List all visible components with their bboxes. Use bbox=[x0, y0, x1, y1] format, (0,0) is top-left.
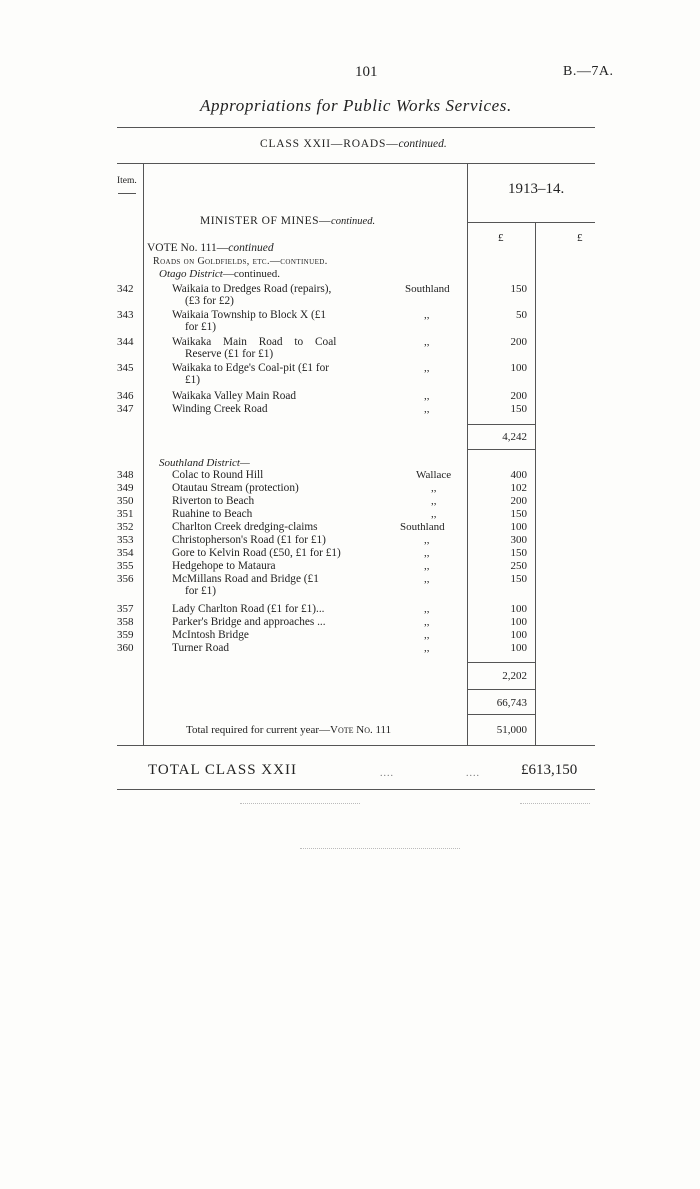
table-column-divider-location bbox=[467, 163, 468, 745]
item-amount: 100 bbox=[510, 603, 527, 615]
item-description: Hedgehope to Mataura bbox=[172, 560, 276, 572]
item-description-continued: (£3 for £2) bbox=[185, 295, 234, 307]
item-description: McIntosh Bridge bbox=[172, 629, 249, 641]
roads-heading: Roads on Goldfields, etc.—continued. bbox=[153, 256, 328, 267]
item-location: ,, bbox=[424, 573, 430, 585]
item-location: Southland bbox=[405, 283, 450, 295]
item-location: ,, bbox=[424, 336, 430, 348]
item-description: Waikaia to Dredges Road (repairs), bbox=[172, 283, 332, 295]
item-location: ,, bbox=[424, 362, 430, 374]
otago-subtotal-rule-bottom bbox=[467, 449, 535, 450]
item-description: Christopherson's Road (£1 for £1) bbox=[172, 534, 326, 546]
item-amount: 250 bbox=[510, 560, 527, 572]
item-description: Otautau Stream (protection) bbox=[172, 482, 299, 494]
item-description: Waikaka to Edge's Coal-pit (£1 for bbox=[172, 362, 330, 374]
item-number: 359 bbox=[117, 629, 134, 641]
item-amount: 100 bbox=[510, 629, 527, 641]
item-amount: 50 bbox=[516, 309, 527, 321]
table-column-divider-amount bbox=[535, 222, 536, 745]
item-location: ,, bbox=[424, 629, 430, 641]
item-number: 349 bbox=[117, 482, 134, 494]
item-number: 360 bbox=[117, 642, 134, 654]
item-description: Colac to Round Hill bbox=[172, 469, 264, 481]
table-column-divider-item bbox=[143, 163, 144, 745]
item-number: 350 bbox=[117, 495, 134, 507]
item-location: ,, bbox=[431, 482, 437, 494]
header-rule bbox=[117, 127, 595, 128]
item-number: 354 bbox=[117, 547, 134, 559]
item-amount: 150 bbox=[510, 547, 527, 559]
item-description: McMillans Road and Bridge (£1 bbox=[172, 573, 319, 585]
grand-total-leader-dots: .... bbox=[380, 768, 394, 779]
item-number: 345 bbox=[117, 362, 134, 374]
item-number: 355 bbox=[117, 560, 134, 572]
item-location: ,, bbox=[424, 403, 430, 415]
item-amount: 150 bbox=[510, 283, 527, 295]
grand-total-amount: £613,150 bbox=[521, 762, 578, 778]
item-number: 358 bbox=[117, 616, 134, 628]
item-description-continued: for £1) bbox=[185, 321, 217, 333]
item-description: Winding Creek Road bbox=[172, 403, 268, 415]
item-amount: 400 bbox=[510, 469, 527, 481]
item-number: 348 bbox=[117, 469, 134, 481]
table-top-rule bbox=[117, 163, 595, 164]
item-location: ,, bbox=[424, 534, 430, 546]
total-required-amount: 51,000 bbox=[496, 724, 527, 736]
item-amount: 300 bbox=[510, 534, 527, 546]
item-location: ,, bbox=[424, 560, 430, 572]
item-amount: 200 bbox=[510, 390, 527, 402]
item-amount: 150 bbox=[510, 508, 527, 520]
item-description: Waikaka Main Road to Coal bbox=[172, 336, 337, 348]
item-number: 344 bbox=[117, 336, 134, 348]
item-number: 353 bbox=[117, 534, 134, 546]
item-description: Gore to Kelvin Road (£50, £1 for £1) bbox=[172, 547, 341, 559]
page-number: 101 bbox=[355, 64, 378, 80]
item-description: Waikaka Valley Main Road bbox=[172, 390, 297, 402]
item-location: Southland bbox=[400, 521, 445, 533]
vote-subtotal-rule bbox=[467, 714, 535, 715]
currency-symbol-col2: £ bbox=[577, 232, 583, 244]
item-number: 347 bbox=[117, 403, 134, 415]
item-location: ,, bbox=[424, 547, 430, 559]
scan-artifact-line bbox=[300, 848, 460, 849]
item-amount: 150 bbox=[510, 573, 527, 585]
item-amount: 200 bbox=[510, 336, 527, 348]
grand-total-leader-dots: .... bbox=[466, 768, 480, 779]
document-reference: B.—7A. bbox=[563, 64, 614, 79]
item-number: 342 bbox=[117, 283, 134, 295]
item-location: ,, bbox=[431, 495, 437, 507]
southland-subtotal-rule bbox=[467, 662, 535, 663]
item-amount: 100 bbox=[510, 616, 527, 628]
otago-subtotal-rule bbox=[467, 424, 535, 425]
item-location: Wallace bbox=[416, 469, 452, 481]
minister-heading: MINISTER OF MINES—continued. bbox=[200, 215, 376, 227]
item-location: ,, bbox=[424, 309, 430, 321]
total-required-line: Total required for current year—Vote No. 111 bbox=[186, 724, 392, 736]
item-location: ,, bbox=[424, 616, 430, 628]
class-heading: CLASS XXII—ROADS—continued. bbox=[260, 138, 447, 150]
item-amount: 150 bbox=[510, 403, 527, 415]
southland-subtotal: 2,202 bbox=[502, 670, 527, 682]
year-column-header: 1913–14. bbox=[508, 181, 565, 197]
item-description: Lady Charlton Road (£1 for £1)... bbox=[172, 603, 325, 615]
item-description-continued: Reserve (£1 for £1) bbox=[185, 348, 274, 360]
item-description: Riverton to Beach bbox=[172, 495, 255, 507]
vote-heading: VOTE No. 111—continued bbox=[147, 242, 274, 254]
item-column-header: Item. bbox=[117, 176, 137, 186]
table-bottom-rule bbox=[117, 745, 595, 746]
scan-artifact-line bbox=[520, 803, 590, 804]
item-description: Charlton Creek dredging-claims bbox=[172, 521, 318, 533]
item-description-continued: for £1) bbox=[185, 585, 217, 597]
year-header-rule bbox=[467, 222, 595, 223]
item-number: 343 bbox=[117, 309, 134, 321]
item-description-continued: £1) bbox=[185, 374, 201, 386]
item-number: 356 bbox=[117, 573, 134, 585]
page-title: Appropriations for Public Works Services. bbox=[200, 96, 512, 115]
item-description: Turner Road bbox=[172, 642, 230, 654]
item-number: 351 bbox=[117, 508, 134, 520]
item-number: 352 bbox=[117, 521, 134, 533]
item-amount: 100 bbox=[510, 521, 527, 533]
item-amount: 200 bbox=[510, 495, 527, 507]
currency-symbol-col1: £ bbox=[498, 232, 504, 244]
item-description: Waikaia Township to Block X (£1 bbox=[172, 309, 327, 321]
grand-total-rule bbox=[117, 789, 595, 790]
item-location: ,, bbox=[424, 390, 430, 402]
item-amount: 102 bbox=[510, 482, 527, 494]
otago-district-heading: Otago District—continued. bbox=[159, 268, 281, 280]
item-location: ,, bbox=[424, 642, 430, 654]
item-description: Parker's Bridge and approaches ... bbox=[172, 616, 326, 628]
item-amount: 100 bbox=[510, 362, 527, 374]
item-header-underline bbox=[118, 193, 136, 194]
item-number: 357 bbox=[117, 603, 134, 615]
scan-artifact-line bbox=[240, 803, 360, 804]
item-number: 346 bbox=[117, 390, 134, 402]
item-location: ,, bbox=[424, 603, 430, 615]
vote-subtotal: 66,743 bbox=[496, 697, 527, 709]
southland-district-heading: Southland District— bbox=[159, 457, 250, 469]
southland-subtotal-rule-bottom bbox=[467, 689, 535, 690]
grand-total-label: TOTAL CLASS XXII bbox=[148, 762, 297, 778]
item-location: ,, bbox=[431, 508, 437, 520]
item-amount: 100 bbox=[510, 642, 527, 654]
item-description: Ruahine to Beach bbox=[172, 508, 253, 520]
otago-subtotal: 4,242 bbox=[502, 431, 527, 443]
